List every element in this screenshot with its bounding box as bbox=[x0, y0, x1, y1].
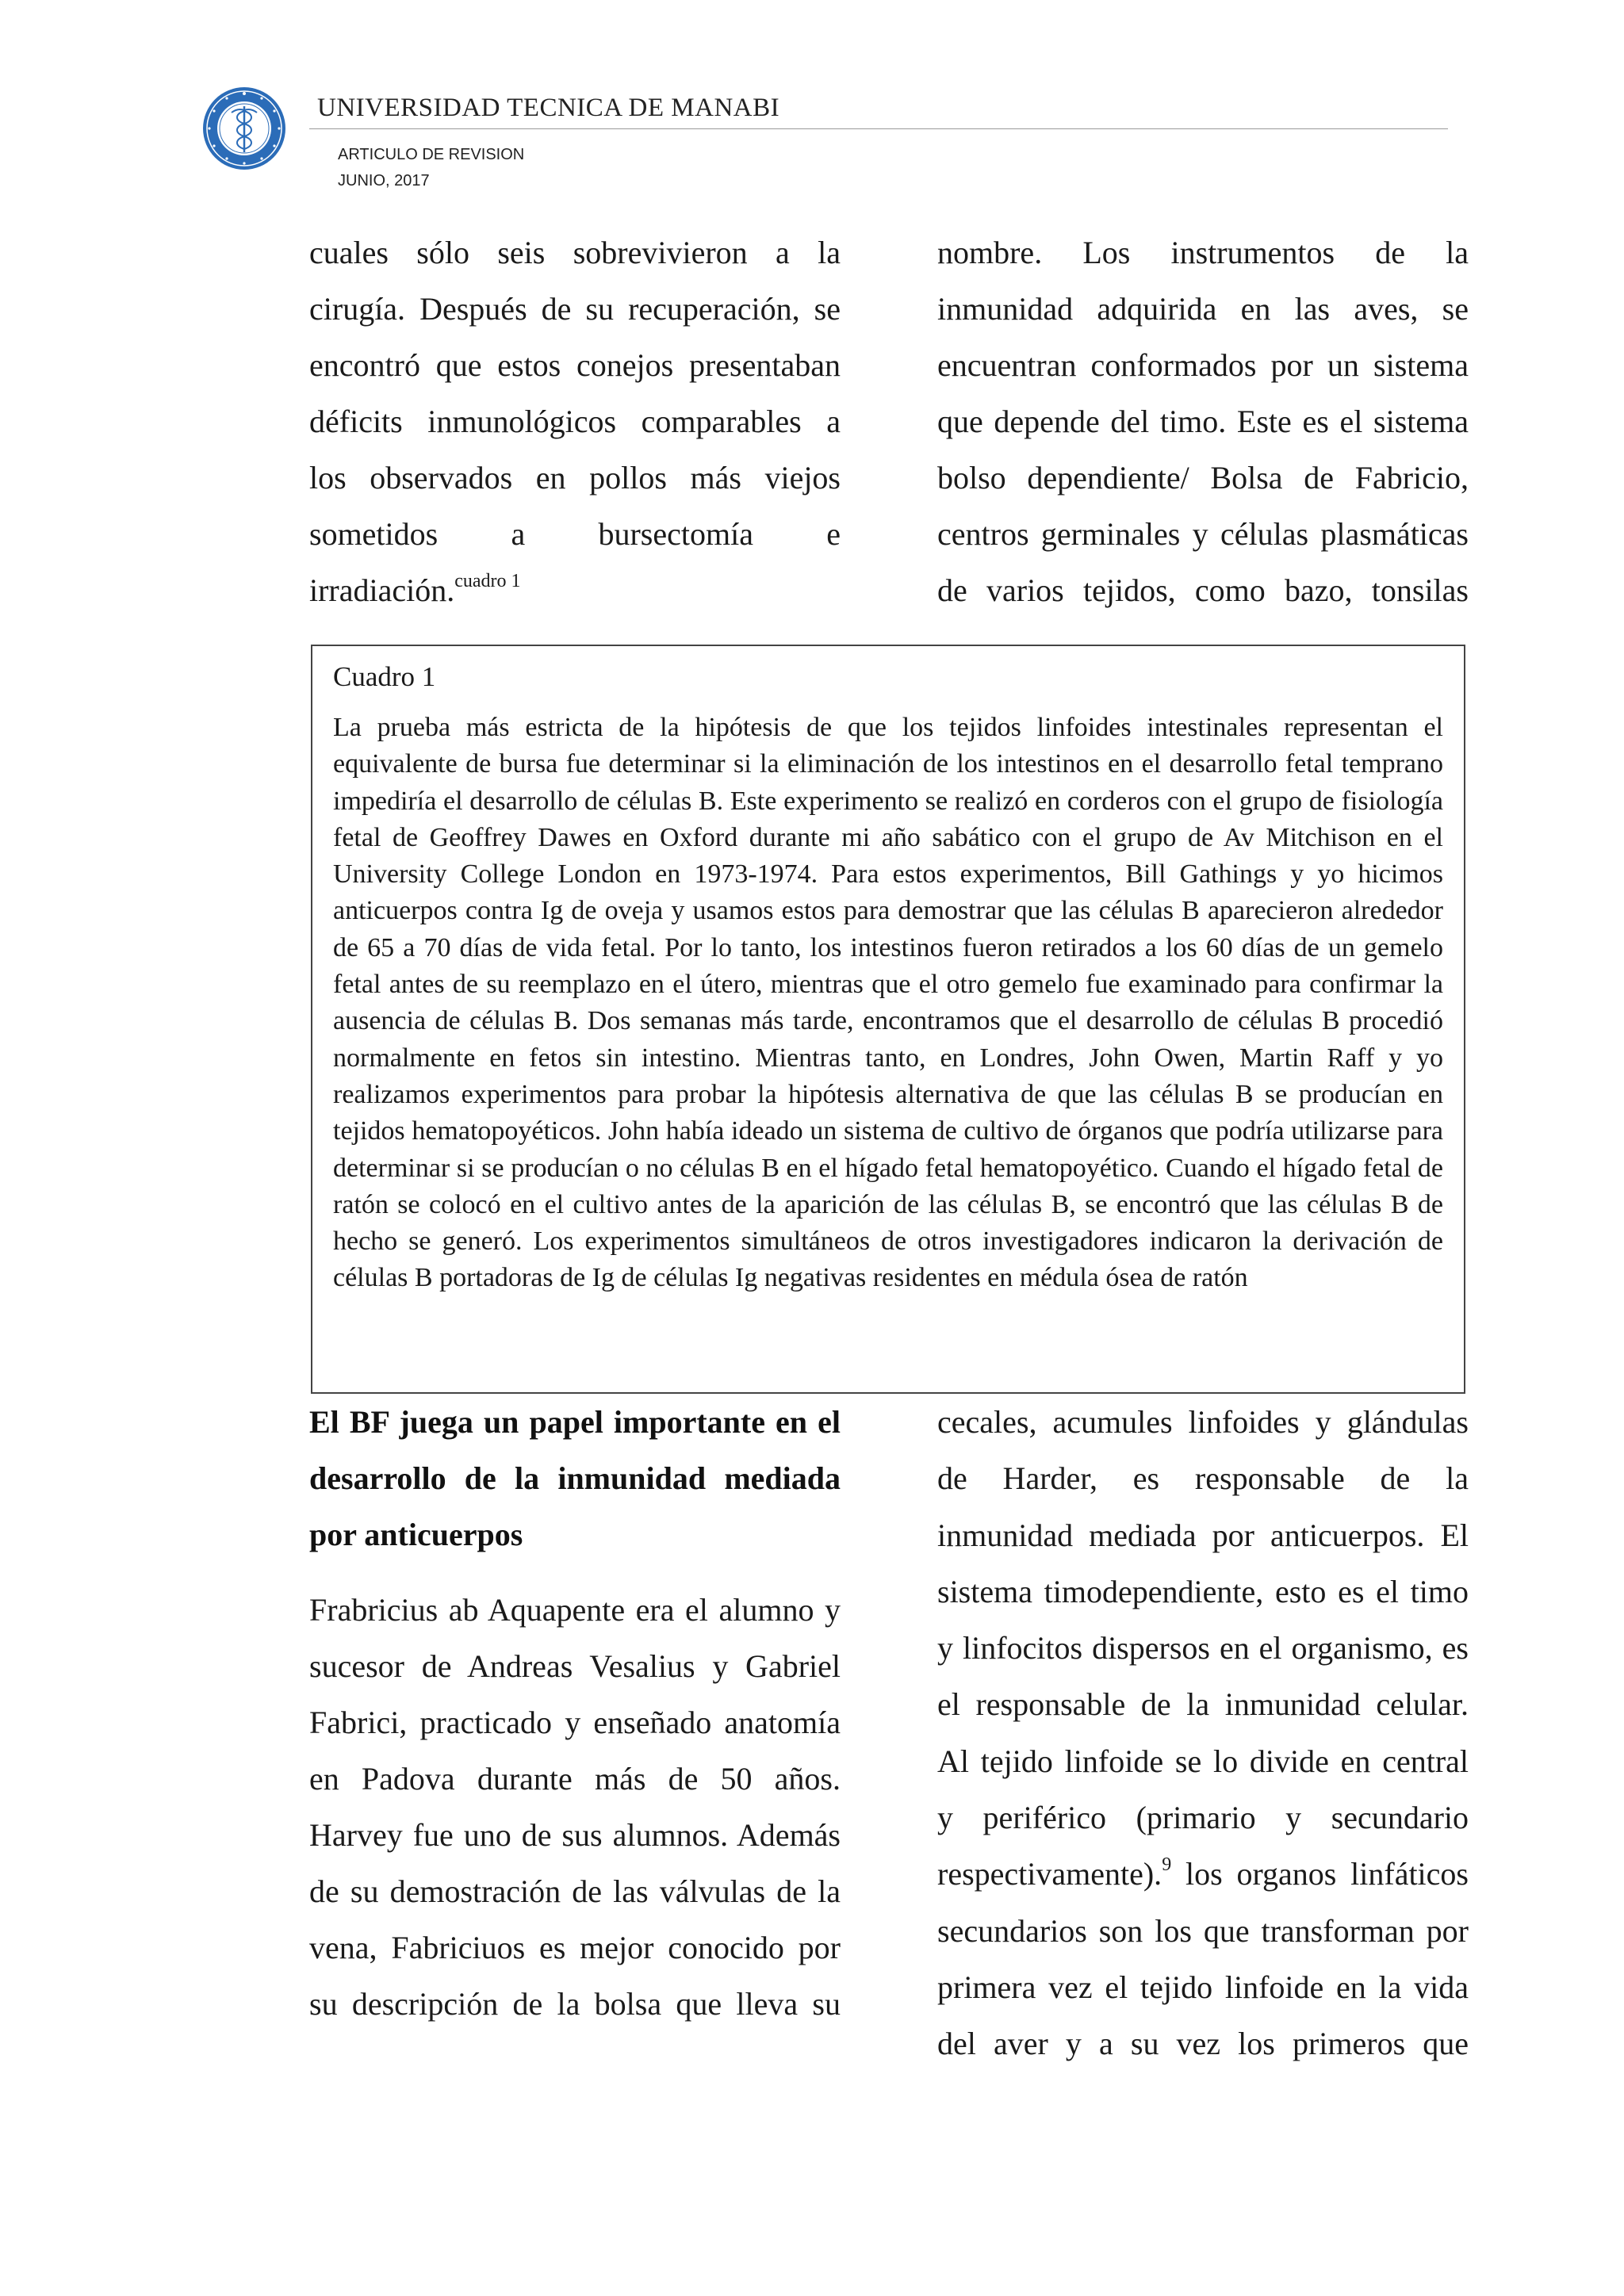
heading-line: desarrollo de la inmunidad mediada bbox=[309, 1460, 841, 1496]
text-line: centros germinales y células plasmáticas bbox=[937, 516, 1469, 552]
text-line: cuales sólo seis sobrevivieron a la bbox=[309, 235, 841, 270]
text-line: vena, Fabriciuos es mejor conocido por bbox=[309, 1930, 841, 1965]
text-fragment: respectivamente). bbox=[937, 1856, 1162, 1892]
heading-line: El BF juega un papel importante en el bbox=[309, 1404, 841, 1440]
utm-seal-logo bbox=[201, 86, 287, 171]
text-line: inmunidad mediada por anticuerpos. El bbox=[937, 1517, 1469, 1553]
publication-date: JUNIO, 2017 bbox=[338, 172, 430, 189]
text-line: y linfocitos dispersos en el organismo, es bbox=[937, 1630, 1469, 1667]
heading-line-last: por anticuerpos bbox=[309, 1517, 523, 1552]
text-line: sometidos a bursectomía e bbox=[309, 516, 841, 552]
note-title: Cuadro 1 bbox=[333, 661, 436, 692]
text-line: inmunidad adquirida en las aves, se bbox=[937, 291, 1469, 327]
text-line: cecales, acumules linfoides y glándulas bbox=[937, 1404, 1469, 1440]
header-divider bbox=[309, 128, 1448, 129]
text-line: el responsable de la inmunidad celular. bbox=[937, 1686, 1469, 1723]
text-line: y periférico (primario y secundario bbox=[937, 1800, 1469, 1836]
text-line-last bbox=[309, 562, 841, 618]
text-line: cirugía. Después de su recuperación, se bbox=[309, 291, 841, 327]
text-line: de Harder, es responsable de la bbox=[937, 1460, 1469, 1497]
text-line: su descripción de la bolsa que lleva su bbox=[309, 1986, 841, 2022]
text-line: Fabrici, practicado y enseñado anatomía bbox=[309, 1705, 841, 1740]
text-fragment: los organos linfáticos bbox=[1171, 1856, 1469, 1892]
text-line: de varios tejidos, como bazo, tonsilas bbox=[937, 572, 1469, 608]
text-line: los observados en pollos más viejos bbox=[309, 460, 841, 496]
text-line: sucesor de Andreas Vesalius y Gabriel bbox=[309, 1648, 841, 1684]
text-line: sistema timodependiente, esto es el timo bbox=[937, 1573, 1469, 1609]
text-line: del aver y a su vez los primeros que bbox=[937, 2026, 1469, 2062]
text-line: nombre. Los instrumentos de la bbox=[937, 235, 1469, 270]
text-fragment: irradiación. bbox=[309, 572, 455, 608]
text-line: Harvey fue uno de sus alumnos. Además bbox=[309, 1817, 841, 1853]
text-line: que depende del timo. Este es el sistema bbox=[937, 404, 1469, 439]
reference-superscript: cuadro 1 bbox=[454, 571, 521, 591]
text-line: encuentran conformados por un sistema bbox=[937, 347, 1469, 383]
text-line-with-ref bbox=[937, 1846, 1469, 1902]
text-line: bolso dependiente/ Bolsa de Fabricio, bbox=[937, 460, 1469, 496]
text-line: en Padova durante más de 50 años. bbox=[309, 1761, 841, 1797]
text-line: encontró que estos conejos presentaban bbox=[309, 347, 841, 383]
bottom-right-column bbox=[937, 1394, 1469, 2072]
top-left-column bbox=[309, 224, 841, 618]
cuadro-1-box bbox=[311, 645, 1465, 1394]
reference-superscript: 9 bbox=[1162, 1854, 1172, 1876]
text-line: déficits inmunológicos comparables a bbox=[309, 404, 841, 439]
text-line: primera vez el tejido linfoide en la vida bbox=[937, 1969, 1469, 2005]
institution-name: UNIVERSIDAD TECNICA DE MANABI bbox=[317, 94, 780, 122]
bottom-left-column bbox=[309, 1582, 841, 2032]
note-text: La prueba más estricta de la hipótesis de que los tejidos linfoides intestinales representan el equivalente de bursa fue determinar si la eliminación de los intestinos en el desarrollo fetal temprano impediría el desarrollo de células B. Este experimento se realizó en corderos con el grupo de fisiología fetal de Geoffrey Dawes en Oxford durante mi año sabático con el grupo de Av Mitchison en el University College London en 1973-1974. Para estos experimentos, Bill Gathings y yo hicimos anticuerpos contra Ig de oveja y usamos estos para demostrar que las células B aparecieron alrededor de 65 a 70 días de vida fetal. Por lo tanto, los intestinos fueron retirados a los 60 días de un gemelo fetal antes de su reemplazo en el útero, mientras que el otro gemelo fue examinado para confirmar la ausencia de células B. Dos semanas más tarde, encontramos que el desarrollo de células B procedió normalmente en fetos sin intestino. Mientras tanto, en Londres, John Owen, Martin Raff y yo realizamos experimentos para probar la hipótesis alternativa de que las células B se producían en tejidos hematopoyéticos. John había ideado un sistema de cultivo de órganos que podría utilizarse para determinar si se producían o no células B en el hígado fetal hematopoyético. Cuando el hígado fetal de ratón se colocó en el cultivo antes de la aparición de las células B, se encontró que las células B de hecho se generó. Los experimentos simultáneos de otros investigadores indicaron la derivación de células B portadoras de Ig de células Ig negativas residentes en médula ósea de ratón bbox=[333, 713, 1443, 1293]
section-heading bbox=[309, 1394, 841, 1563]
text-line: Frabricius ab Aquapente era el alumno y bbox=[309, 1592, 841, 1628]
article-type: ARTICULO DE REVISION bbox=[338, 146, 525, 163]
top-right-column bbox=[937, 224, 1469, 618]
text-line: Al tejido linfoide se lo divide en central bbox=[937, 1743, 1469, 1779]
text-line: secundarios son los que transforman por bbox=[937, 1912, 1469, 1949]
text-line: de su demostración de las válvulas de la bbox=[309, 1873, 841, 1909]
